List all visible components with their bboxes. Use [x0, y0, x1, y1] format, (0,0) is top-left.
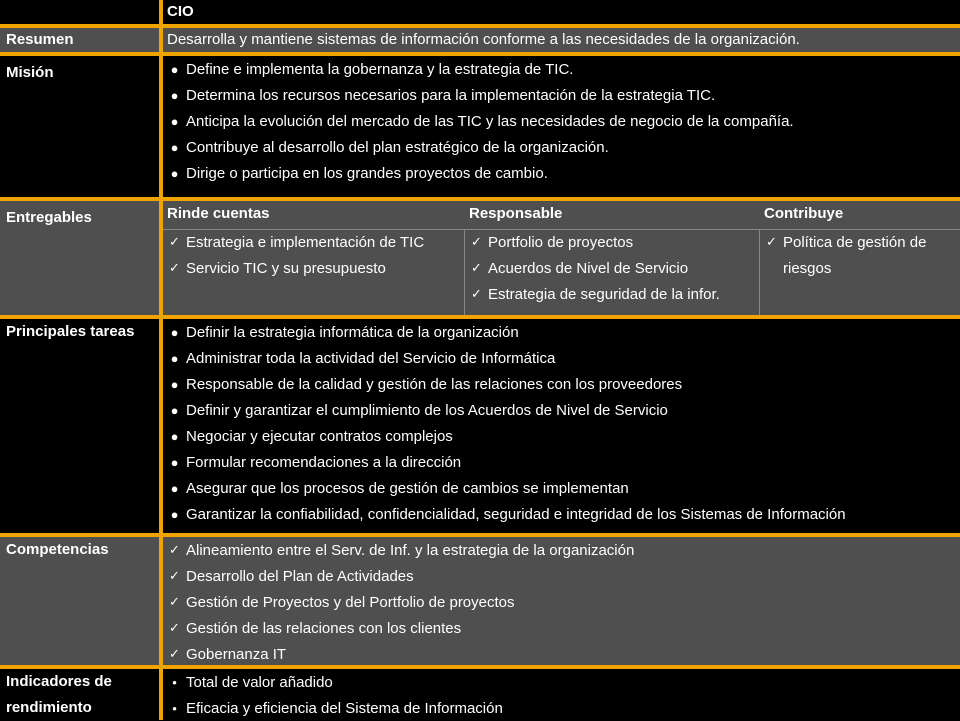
tarea-item-text: Formular recomendaciones a la dirección — [186, 453, 462, 471]
entregables-row — [0, 201, 960, 315]
check-icon: ✓ — [169, 542, 180, 557]
bullet-icon: ● — [170, 113, 179, 129]
bullet-icon: ● — [170, 454, 179, 470]
tarea-item — [163, 423, 960, 449]
check-icon: ✓ — [169, 594, 180, 609]
responsable-column — [465, 201, 759, 315]
tarea-item — [163, 397, 960, 423]
indicadores-row — [0, 669, 960, 720]
competencia-item-text: Alineamiento entre el Serv. de Inf. y la estrategia de la organización — [186, 541, 635, 559]
competencia-item-text: Gobernanza IT — [186, 645, 287, 663]
bullet-icon: ● — [170, 350, 179, 366]
check-icon: ✓ — [169, 646, 180, 661]
bullet-icon: ● — [170, 139, 179, 155]
competencia-item — [163, 563, 960, 589]
rinde-cuentas-list — [163, 229, 463, 281]
entregable-item-text: Política de gestión de — [783, 233, 927, 251]
check-icon: ✓ — [169, 620, 180, 635]
competencia-item-text: Gestión de Proyectos y del Portfolio de proyectos — [186, 593, 515, 611]
tarea-item-text: Responsable de la calidad y gestión de las relaciones con los proveedores — [186, 375, 683, 393]
tarea-item-text: Definir y garantizar el cumplimiento de los Acuerdos de Nivel de Servicio — [186, 401, 668, 419]
check-icon: ✓ — [169, 260, 180, 275]
competencia-item — [163, 537, 960, 563]
rinde-cuentas-header: Rinde cuentas — [167, 205, 270, 222]
check-icon: ✓ — [169, 568, 180, 583]
tarea-item-text: Administrar toda la actividad del Servicio de Informática — [186, 349, 556, 367]
entregable-item-text: Acuerdos de Nivel de Servicio — [488, 259, 689, 277]
check-icon: ✓ — [471, 234, 482, 249]
entregable-item-text: riesgos — [783, 259, 832, 277]
mision-item — [163, 82, 960, 108]
competencia-item — [163, 641, 960, 667]
tareas-list — [163, 319, 960, 527]
competencia-item — [163, 615, 960, 641]
bullet-icon: ● — [170, 402, 179, 418]
competencias-list — [163, 537, 960, 667]
mision-item — [163, 160, 960, 186]
tareas-label: Principales tareas — [6, 323, 135, 340]
competencia-item — [163, 589, 960, 615]
mision-item-text: Contribuye al desarrollo del plan estratégico de la organización. — [186, 138, 609, 156]
check-icon: ✓ — [471, 286, 482, 301]
mision-list — [163, 56, 960, 186]
indicadores-list — [163, 669, 960, 721]
mision-item — [163, 56, 960, 82]
responsable-list — [465, 229, 759, 307]
mision-item-text: Define e implementa la gobernanza y la estrategia de TIC. — [186, 60, 574, 78]
entregable-item — [465, 255, 759, 281]
rinde-cuentas-column — [163, 201, 463, 315]
contribuye-column — [760, 201, 960, 315]
entregable-item — [465, 281, 759, 307]
bullet-icon: ● — [170, 87, 179, 103]
tarea-item — [163, 345, 960, 371]
tareas-row — [0, 319, 960, 533]
tarea-item — [163, 501, 960, 527]
bullet-icon: ● — [170, 480, 179, 496]
entregable-item — [163, 255, 463, 281]
indicadores-label-line1: Indicadores de — [6, 673, 112, 690]
entregables-label: Entregables — [6, 209, 92, 226]
entregable-item-text: Estrategia e implementación de TIC — [186, 233, 425, 251]
competencias-label: Competencias — [6, 541, 109, 558]
entregable-item — [760, 255, 960, 281]
resumen-label: Resumen — [6, 31, 74, 48]
mision-item-text: Dirige o participa en los grandes proyectos de cambio. — [186, 164, 548, 182]
indicadores-label — [0, 669, 159, 720]
page-title: CIO — [167, 3, 194, 20]
resumen-row — [0, 28, 960, 52]
contribuye-list — [760, 229, 960, 281]
bullet-icon: ● — [170, 324, 179, 340]
entregable-item — [760, 229, 960, 255]
bullet-icon: ● — [170, 376, 179, 392]
tarea-item-text: Definir la estrategia informática de la organización — [186, 323, 519, 341]
tarea-item — [163, 319, 960, 345]
bullet-icon: ● — [170, 506, 179, 522]
mision-row — [0, 56, 960, 197]
indicador-item — [163, 669, 960, 695]
mision-item — [163, 108, 960, 134]
mision-item — [163, 134, 960, 160]
entregable-item-text: Estrategia de seguridad de la infor. — [488, 285, 720, 303]
tarea-item-text: Garantizar la confiabilidad, confidencialidad, seguridad e integridad de los Sistemas de Información — [186, 505, 846, 523]
title-row — [0, 0, 960, 24]
mision-label: Misión — [6, 64, 54, 81]
bullet-icon: ● — [170, 428, 179, 444]
bullet-icon: • — [172, 674, 177, 690]
tarea-item — [163, 449, 960, 475]
competencias-row — [0, 537, 960, 665]
indicador-item-text: Total de valor añadido — [186, 673, 333, 691]
tarea-item — [163, 371, 960, 397]
entregable-item — [465, 229, 759, 255]
competencia-item-text: Gestión de las relaciones con los clientes — [186, 619, 462, 637]
bullet-icon: ● — [170, 61, 179, 77]
indicador-item — [163, 695, 960, 721]
tarea-item-text: Negociar y ejecutar contratos complejos — [186, 427, 453, 445]
check-icon: ✓ — [169, 234, 180, 249]
entregable-item — [163, 229, 463, 255]
indicadores-label-line2: rendimiento — [6, 699, 92, 716]
tarea-item — [163, 475, 960, 501]
indicador-item-text: Eficacia y eficiencia del Sistema de Información — [186, 699, 503, 717]
resumen-text: Desarrolla y mantiene sistemas de información conforme a las necesidades de la organización. — [167, 31, 800, 48]
tarea-item-text: Asegurar que los procesos de gestión de cambios se implementan — [186, 479, 629, 497]
check-icon: ✓ — [766, 234, 777, 249]
bullet-icon: • — [172, 700, 177, 716]
competencia-item-text: Desarrollo del Plan de Actividades — [186, 567, 414, 585]
contribuye-header: Contribuye — [764, 205, 844, 222]
bullet-icon: ● — [170, 165, 179, 181]
mision-item-text: Anticipa la evolución del mercado de las TIC y las necesidades de negocio de la compañía. — [186, 112, 794, 130]
entregable-item-text: Servicio TIC y su presupuesto — [186, 259, 386, 277]
check-icon: ✓ — [471, 260, 482, 275]
mision-item-text: Determina los recursos necesarios para la implementación de la estrategia TIC. — [186, 86, 716, 104]
entregable-item-text: Portfolio de proyectos — [488, 233, 634, 251]
responsable-header: Responsable — [469, 205, 563, 222]
